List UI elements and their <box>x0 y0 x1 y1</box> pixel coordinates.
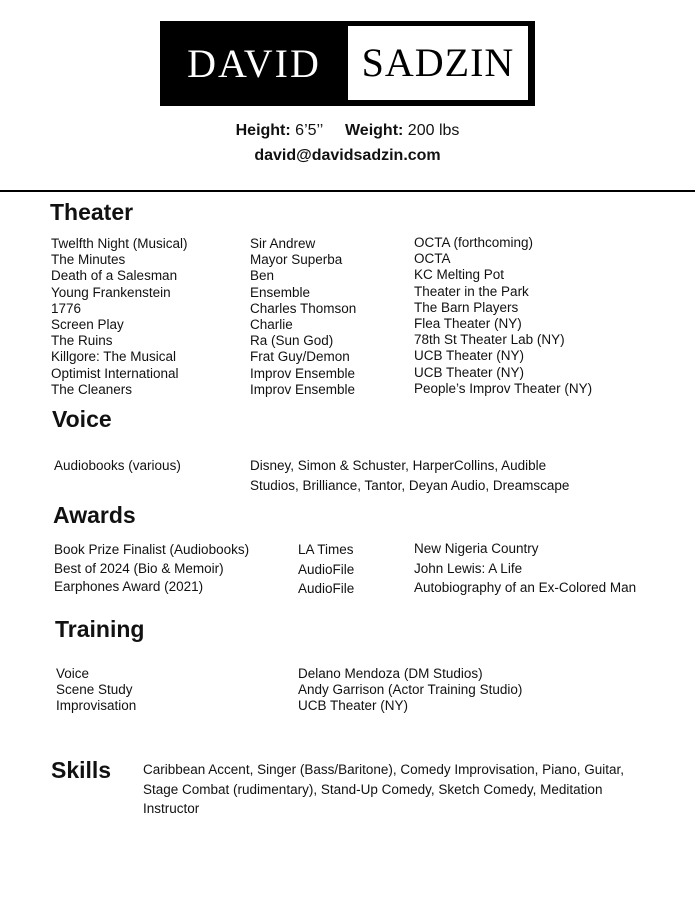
theater-venue: OCTA <box>414 251 451 267</box>
theater-heading: Theater <box>50 199 134 225</box>
skills-heading: Skills <box>51 757 112 783</box>
voice-clients-line: Disney, Simon & Schuster, HarperCollins, Audible <box>250 458 547 473</box>
training-teacher: Delano Mendoza (DM Studios) <box>298 666 483 681</box>
physical-stats <box>0 122 695 140</box>
skills-list: Caribbean Accent, Singer (Bass/Baritone), Comedy Improvisation, Piano, Guitar, Stage Combat (rudimentary), Stand-Up Comedy, Sketch Comedy, Meditation Instructor <box>143 762 624 816</box>
voice-heading: Voice <box>52 406 112 432</box>
award-name: Book Prize Finalist (Audiobooks) <box>54 542 250 557</box>
theater-venue: Theater in the Park <box>414 283 529 299</box>
logo-first-name: DAVID <box>187 41 321 86</box>
award-work: Autobiography of an Ex-Colored Man <box>414 580 637 595</box>
award-name: Best of 2024 (Bio & Memoir) <box>54 560 224 576</box>
theater-venue: KC Melting Pot <box>414 267 505 283</box>
name-logo <box>160 21 535 106</box>
theater-show: Killgore: The Musical <box>51 349 177 365</box>
logo-last-name: SADZIN <box>348 26 528 100</box>
awards-sources-column <box>298 540 354 599</box>
award-source: AudioFile <box>298 561 355 577</box>
theater-role: Improv Ensemble <box>250 381 356 397</box>
theater-show: Death of a Salesman <box>51 268 178 284</box>
training-subject: Voice <box>56 666 90 681</box>
training-subject: Scene Study <box>56 682 133 698</box>
voice-category: Audiobooks (various) <box>54 458 181 473</box>
training-heading: Training <box>55 616 145 642</box>
voice-clients <box>250 456 569 495</box>
height-value: 6’5’’ <box>295 122 323 139</box>
training-subject: Improvisation <box>56 698 137 714</box>
award-name: Earphones Award (2021) <box>54 579 204 594</box>
awards-names-column <box>54 541 249 597</box>
theater-show: The Minutes <box>51 252 126 268</box>
award-source: LA Times <box>298 542 354 557</box>
theater-roles-column <box>250 236 356 398</box>
training-teacher: UCB Theater (NY) <box>298 698 409 714</box>
theater-role: Ensemble <box>250 284 311 300</box>
theater-show: Young Frankenstein <box>51 284 171 300</box>
theater-venue: OCTA (forthcoming) <box>414 235 534 250</box>
theater-shows-column <box>51 236 188 398</box>
theater-show: Optimist International <box>51 365 179 381</box>
height-label: Height: <box>235 122 291 139</box>
theater-venue: UCB Theater (NY) <box>414 364 525 380</box>
training-teacher: Andy Garrison (Actor Training Studio) <box>298 682 523 698</box>
theater-role: Ben <box>250 268 275 284</box>
weight-value: 200 lbs <box>407 122 460 139</box>
awards-works-column <box>414 539 636 598</box>
theater-role: Sir Andrew <box>250 236 316 251</box>
theater-role: Charles Thomson <box>250 300 357 316</box>
theater-show: The Ruins <box>51 333 113 349</box>
theater-role: Improv Ensemble <box>250 365 356 381</box>
theater-show: Twelfth Night (Musical) <box>51 236 188 251</box>
training-subjects-column <box>56 666 136 715</box>
theater-show: 1776 <box>51 300 82 316</box>
header-divider <box>0 190 695 192</box>
award-work: New Nigeria Country <box>414 541 539 556</box>
theater-role: Charlie <box>250 317 293 333</box>
theater-venue: People’s Improv Theater (NY) <box>414 380 593 396</box>
training-teachers-column <box>298 666 522 715</box>
theater-role: Mayor Superba <box>250 252 343 268</box>
award-work: John Lewis: A Life <box>414 560 523 576</box>
contact-email[interactable]: david@davidsadzin.com <box>254 147 441 164</box>
awards-heading: Awards <box>53 502 136 528</box>
theater-role: Ra (Sun God) <box>250 333 334 349</box>
award-source: AudioFile <box>298 581 355 596</box>
weight-label: Weight: <box>344 122 404 139</box>
theater-show: The Cleaners <box>51 381 133 397</box>
theater-role: Frat Guy/Demon <box>250 349 350 365</box>
theater-show: Screen Play <box>51 317 124 333</box>
voice-clients-line: Studios, Brilliance, Tantor, Deyan Audio, Dreamscape <box>250 477 570 493</box>
theater-venue: The Barn Players <box>414 299 519 315</box>
theater-venue: 78th St Theater Lab (NY) <box>414 332 565 348</box>
theater-venue: Flea Theater (NY) <box>414 316 522 332</box>
theater-venue: UCB Theater (NY) <box>414 348 525 364</box>
theater-venues-column <box>414 235 592 397</box>
